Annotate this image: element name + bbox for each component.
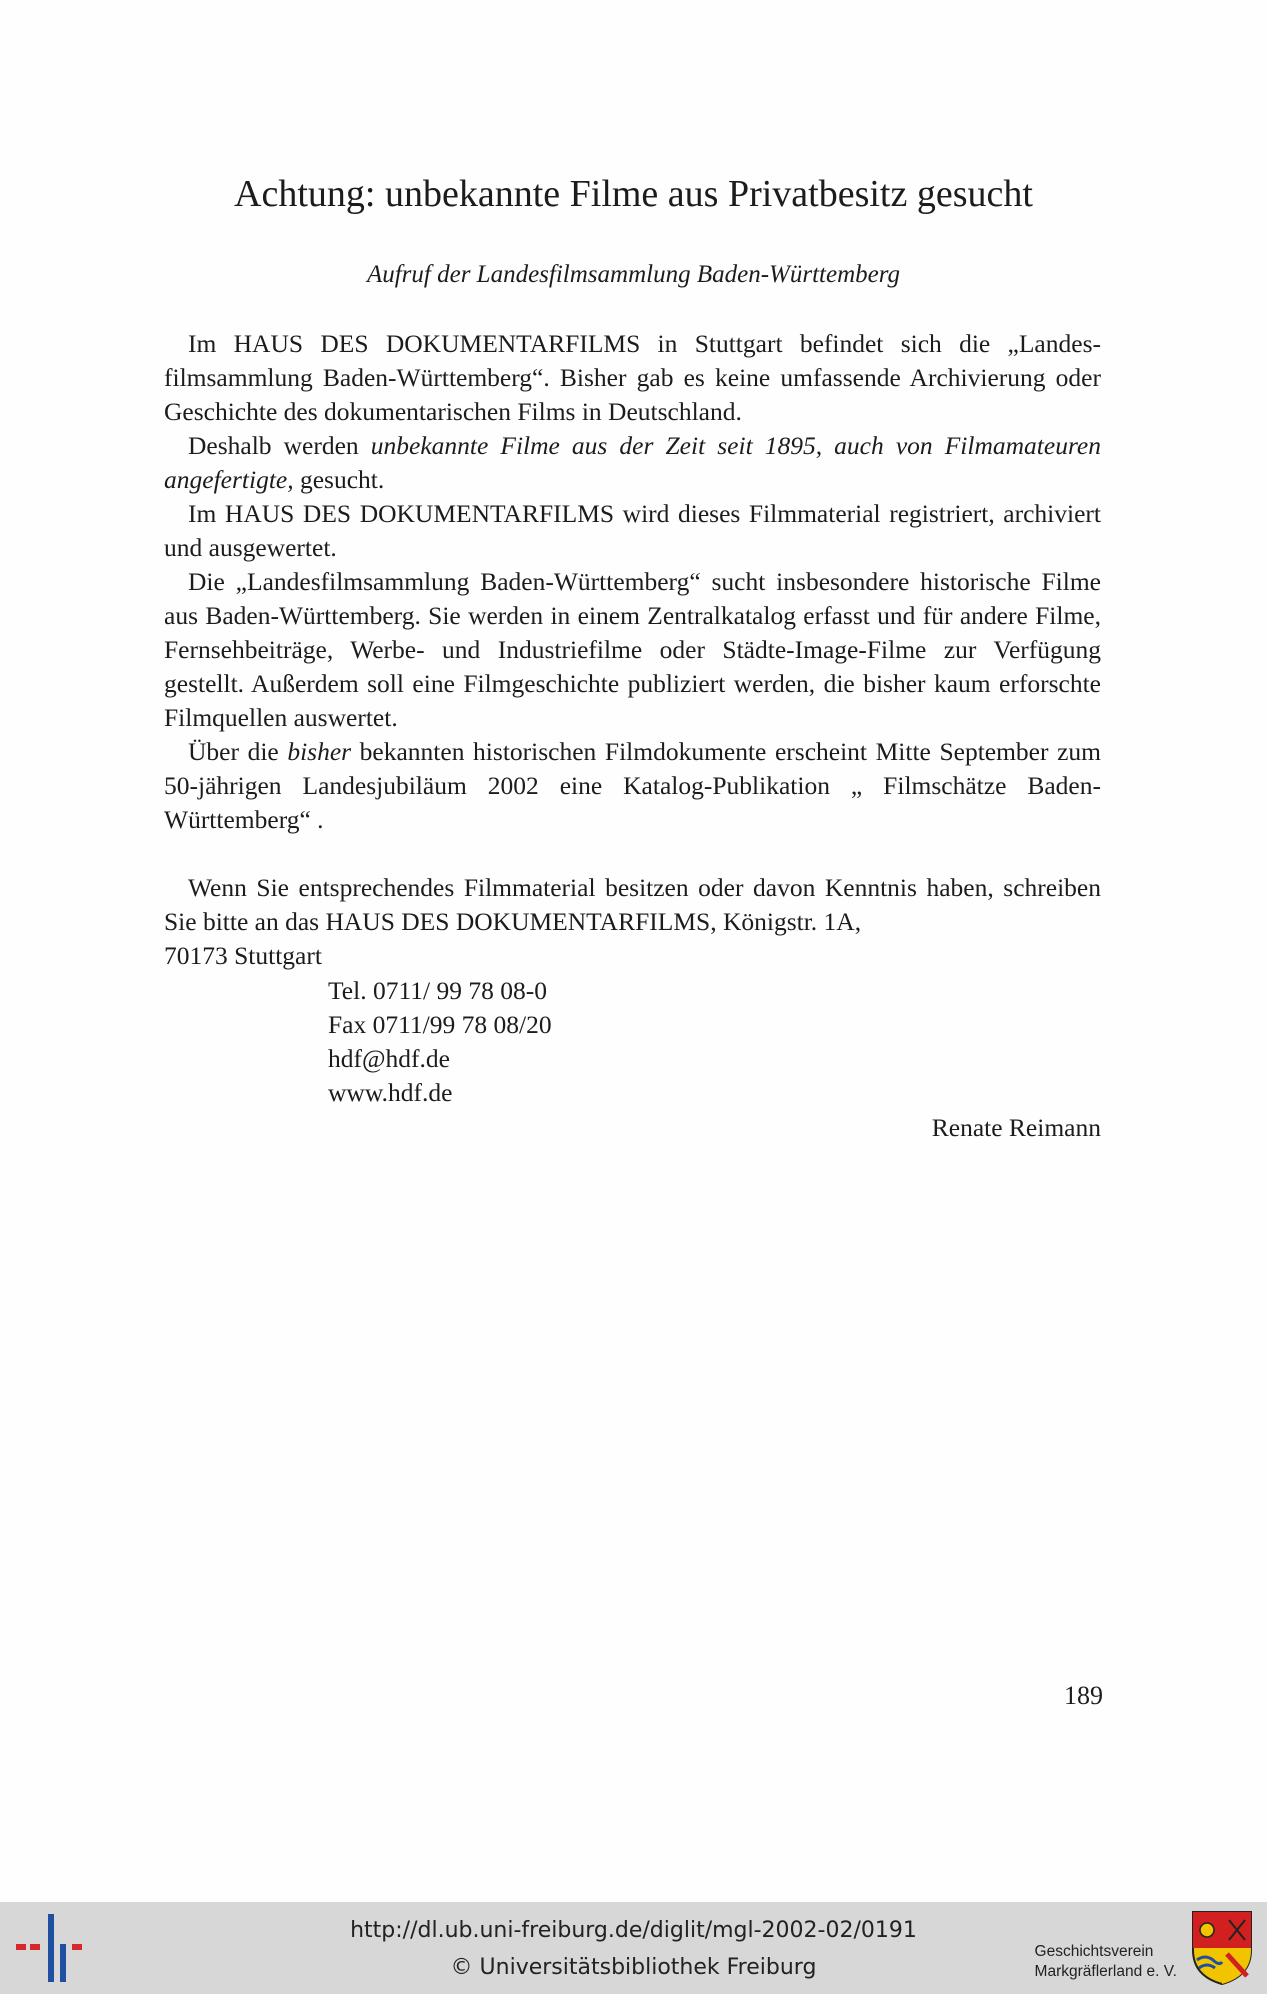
page-subtitle: Aufruf der Landesfilmsammlung Baden-Württemberg [366, 261, 901, 288]
paragraph-2-italic: unbekannte Filme aus der Zeit seit 1895, auch von Filmamateuren angefertigte, [164, 431, 1101, 494]
paragraph-3: Im HAUS DES DOKUMENTARFILMS wird dieses Filmmaterial registriert, archiviert und ausgewertet. [164, 499, 1101, 562]
coat-of-arms-icon [1191, 1910, 1253, 1986]
society-line-1: Geschichtsverein [1034, 1943, 1154, 1960]
footer-copyright: © Universitätsbibliothek Freiburg [450, 1955, 817, 1980]
paragraph-2 [164, 429, 1101, 497]
paragraph-5 [164, 735, 1101, 837]
contact-web: www.hdf.de [328, 1078, 453, 1107]
contact-fax: Fax 0711/99 78 08/20 [328, 1010, 552, 1039]
footer-url-link[interactable]: http://dl.ub.uni-freiburg.de/diglit/mgl-2002-02/0191 [350, 1918, 917, 1943]
paragraph-1: Im HAUS DES DOKUMENTARFILMS in Stuttgart befindet sich die „Landesfilmsammlung Baden-Württemberg“. Bisher gab es keine umfassende Archivierung oder Geschichte des dokumentarischen Films in Deutschland. [164, 329, 1101, 426]
society-line-2: Markgräflerland e. V. [1034, 1963, 1177, 1980]
paragraph-2-end: gesucht. [293, 465, 385, 494]
contact-block [328, 974, 552, 1110]
paragraph-5-end: bekannten historischen Filmdokumente erscheint Mitte September zum 50-jährigen Landesjubiläum 2002 eine Katalog-Publikation „ Filmschätze Baden-Württemberg“ . [164, 737, 1101, 834]
contact-tel: Tel. 0711/ 99 78 08-0 [328, 976, 547, 1005]
page-number: 189 [1064, 1681, 1103, 1710]
paragraph-4: Die „Landesfilmsammlung Baden-Württemberg“ sucht insbesondere historische Filme aus Baden-Württemberg. Sie werden in einem Zentralkatalog erfasst und für andere Filme, Fernsehbeiträge, Werbe- und Industriefilme oder Städte-Image-Filme zur Verfügung gestellt. Außerdem soll eine Filmgeschichte publiziert werden, die bisher kaum erforschte Filmquellen auswertet. [164, 567, 1101, 732]
society-name [1035, 1942, 1177, 1982]
article-body [164, 327, 1101, 973]
paragraph-2-start: Deshalb werden [188, 431, 371, 460]
contact-email: hdf@hdf.de [328, 1044, 450, 1073]
paragraph-6: Wenn Sie entsprechendes Filmmaterial besitzen oder davon Kenntnis haben, schreiben Sie bitte an das HAUS DES DOKUMENTARFILMS, Königstr. 1A, [164, 873, 1101, 936]
address-city: 70173 Stuttgart [164, 941, 322, 970]
author-name: Renate Reimann [931, 1113, 1101, 1142]
footer-bar [0, 1902, 1267, 1994]
paragraph-5-italic: bisher [287, 737, 352, 766]
paragraph-5-start: Über die [188, 737, 288, 766]
page-title: Achtung: unbekannte Filme aus Privatbesitz gesucht [234, 173, 1033, 215]
